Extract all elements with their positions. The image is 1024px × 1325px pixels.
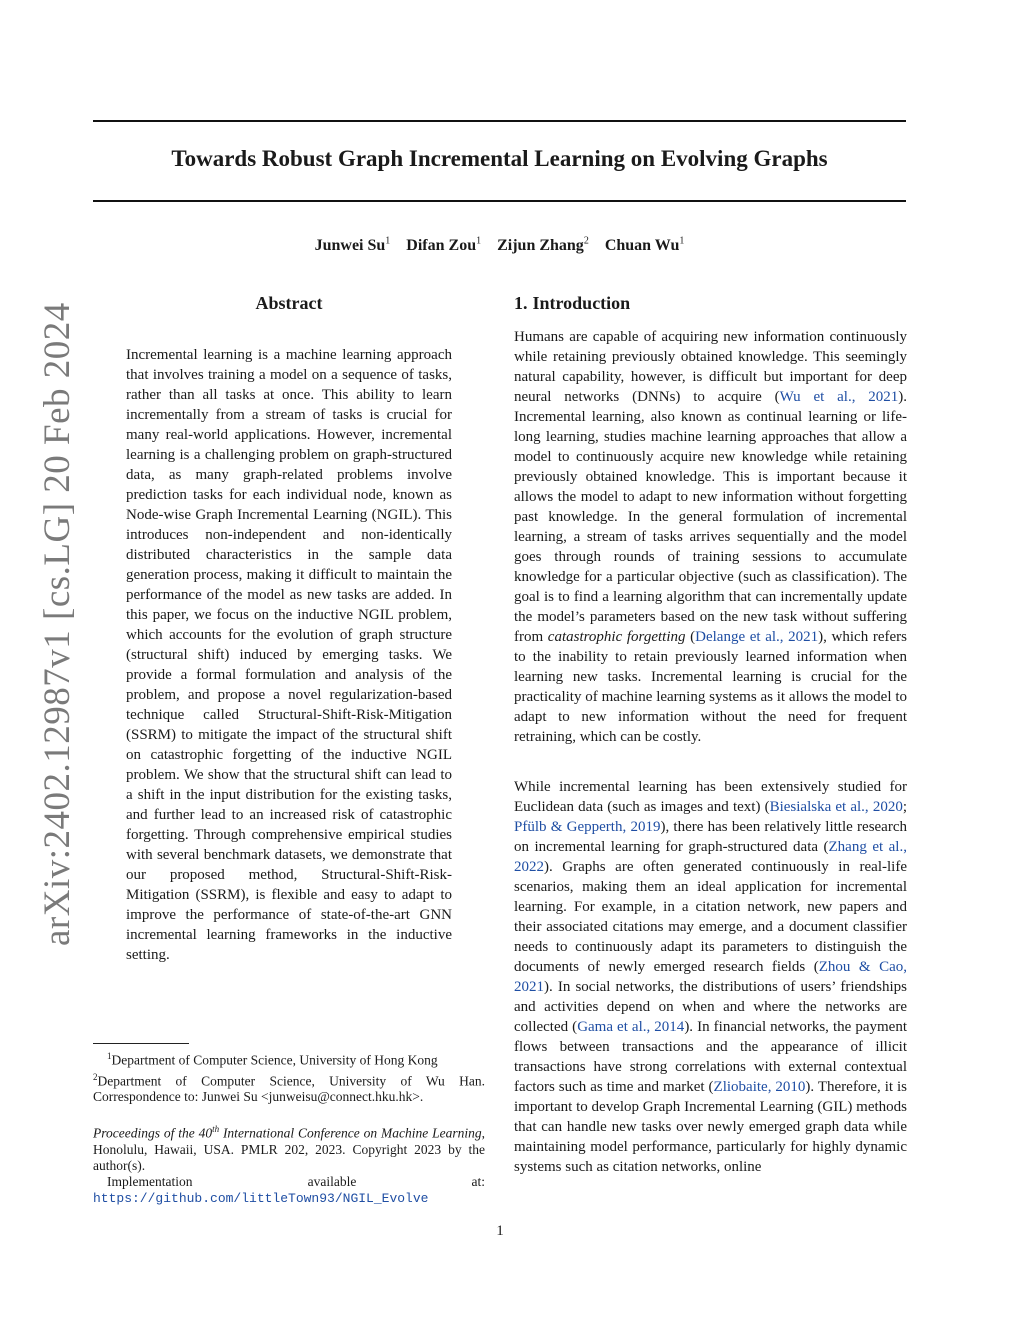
footnotes [93,1048,485,1207]
intro-paragraph: While incremental learning has been extensively studied for Euclidean data (such as images and text) (Biesialska et al., 2020; Pfülb & Gepperth, 2019), there has been relatively little research on incremental learning for graph-structured data (Zhang et al., 2022). Graphs are often generated continuously in real-life scenarios, making them an ideal application for incremental learning. For example, in a citation network, new papers and their associated citations may emerge, and a document classifier needs to continuously adapt its parameters to distinguish the documents of newly emerged research fields (Zhou & Cao, 2021). In social networks, the distributions of users’ friendships and activities depend on when and where the networks are collected (Gama et al., 2014). In financial networks, the payment flows between transactions and the appearance of illicit transactions have strong correlations with external contextual factors such as time and market (Zliobaite, 2010). Therefore, it is important to develop Graph Incremental Learning (GIL) methods that can handle new tasks over newly emerged graph data while maintaining model performance, particularly for highly dynamic systems such as citation networks, online [514,779,907,1175]
arxiv-side-stamp: arXiv:2402.12987v1 [cs.LG] 20 Feb 2024 [37,302,78,946]
author: Zijun Zhang$^2$ [497,236,589,255]
paper-title: Towards Robust Graph Incremental Learning on Evolving Graphs [171,146,828,171]
page-number: 1 [496,1223,504,1239]
citation-link[interactable]: Zhou & Cao, 2021 [514,959,907,995]
title-bottom-rule [93,200,906,202]
citation-link[interactable]: Delange et al., 2021 [695,629,819,645]
implementation-note: Implementation available at: https://github.com/littleTown93/NGIL_Evolve [93,1173,485,1206]
proceedings-note: Proceedings of the 40th International Conference on Machine Learning, Honolulu, Hawaii, USA. PMLR 202, 2023. Copyright 2023 by the author(s). [93,1124,485,1173]
author: Difan Zou$^1$ [406,236,482,255]
author-list [93,236,906,255]
abstract-heading: Abstract [255,293,323,313]
section-heading-introduction: 1. Introduction [514,293,631,313]
citation-link[interactable]: Wu et al., 2021 [779,389,899,405]
citation-link[interactable]: Gama et al., 2014 [577,1019,685,1035]
citation-link[interactable]: Zliobaite, 2010 [713,1079,806,1095]
abstract-body: Incremental learning is a machine learning approach that involves training a model on a sequence of tasks, rather than all tasks at once. This ability to learn incrementally from a stream of tasks is crucial for many real-world applications. However, incremental learning is a challenging problem on graph-structured data, as many graph-related problems involve prediction tasks for each individual node, known as Node-wise Graph Incremental Learning (NGIL). This introduces non-independent and non-identically distributed characteristics in the sample data generation process, making it difficult to maintain the performance of the model as new tasks are added. In this paper, we focus on the inductive NGIL problem, which accounts for the evolution of graph structure (structural shift) induced by emerging tasks. We provide a formal formulation and analysis of the problem, and propose a novel regularization-based technique called Structural-Shift-Risk-Mitigation (SSRM) to mitigate the impact of the structural shift on catastrophic forgetting of the inductive NGIL problem. We show that the structural shift can lead to a shift in the input distribution for the existing tasks, and further lead to an increased risk of catastrophic forgetting. Through comprehensive empirical studies with several benchmark datasets, we demonstrate that our proposed method, Structural-Shift-Risk-Mitigation (SSRM), is flexible and easy to adapt to improve the performance of state-of-the-art GNN incremental learning frameworks in the inductive setting. [126,347,452,963]
title-top-rule [93,120,906,122]
intro-paragraph: Humans are capable of acquiring new information continuously while retaining previously obtained knowledge. This seemingly natural capability, however, is difficult but important for deep neural networks (DNNs) to acquire (Wu et al., 2021). Incremental learning, also known as continual learning or life-long learning, studies machine learning approaches that allow a model to continuously acquire new knowledge while retaining previously obtained knowledge. This is important because it allows the model to adapt to new information without forgetting past knowledge. In the general formulation of incremental learning, a stream of tasks arrives sequentially and the model goes through rounds of training sessions to accumulate knowledge for a particular objective (such as classification). The goal is to find a learning algorithm that can incrementally update the model’s parameters based on the new task without suffering from catastrophic forgetting (Delange et al., 2021), which refers to the inability to retain previously learned information when learning new tasks. Incremental learning is crucial for the practicality of machine learning systems as it allows the model to adapt to new information without the need for frequent retraining, which can be costly. [514,329,907,745]
author: Chuan Wu$^1$ [604,236,685,255]
footnote-rule [93,1043,189,1044]
citation-link[interactable]: Zhang et al., 2022 [514,839,907,875]
footnote-affiliation-2: $^2$Department of Computer Science, University of Wu Han. Correspondence to: Junwei Su <junweisu@connect.hku.hk>. [93,1071,485,1104]
footnote-affiliation-1: $^1$Department of Computer Science, University of Hong Kong [107,1051,438,1068]
citation-link[interactable]: Pfülb & Gepperth, 2019 [514,819,661,835]
github-link[interactable]: https://github.com/littleTown93/NGIL_Evolve [93,1190,429,1206]
author: Junwei Su$^1$ [314,236,391,255]
citation-link[interactable]: Biesialska et al., 2020 [769,799,903,815]
